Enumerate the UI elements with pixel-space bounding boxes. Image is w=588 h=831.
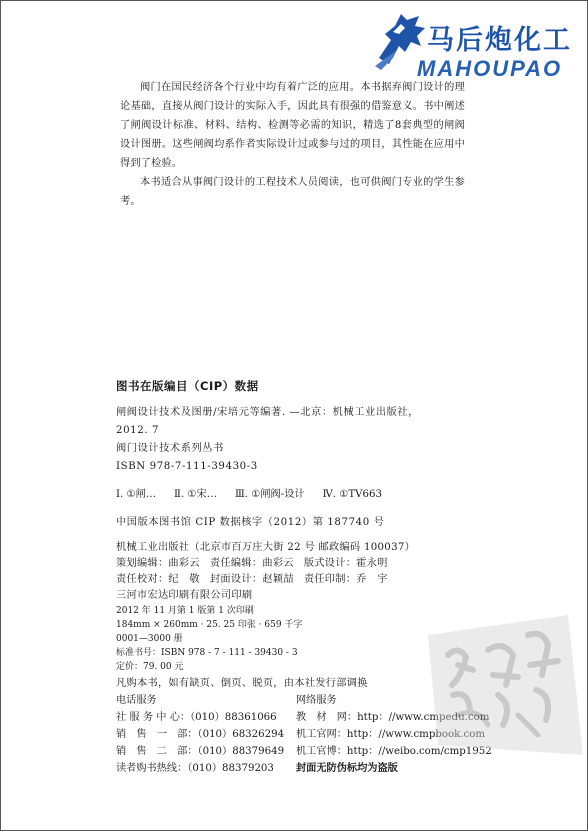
- web-row: 机工官网：http：//www.cmpbook.com: [296, 729, 486, 740]
- book-introduction: [120, 78, 465, 211]
- web-row: 机工官博：http：//weibo.com/cmp1952: [296, 746, 492, 757]
- phone-row: 销 售 一 部：（010）68326294: [116, 729, 285, 740]
- responsible-editor: 责任编辑：曲彩云: [209, 558, 294, 569]
- cip-line-2: 2012. 7: [116, 425, 160, 436]
- phone-row: 销 售 二 部：（010）88379649: [116, 746, 285, 757]
- staff-row-2: [116, 572, 496, 588]
- layout-design: 版式设计：霍永明: [303, 558, 388, 569]
- copies: 0001—3000 册: [116, 634, 183, 644]
- web-row: 教 材 网：http：//www.cmpedu.com: [296, 712, 490, 723]
- replacement-notice: 凡购本书，如有缺页、倒页、脱页，由本社发行部调换: [116, 678, 368, 689]
- publisher-line: 机械工业出版社（北京市百万庄大街 22 号 邮政编码 100037）: [116, 542, 416, 553]
- cip-series: 阀门设计技术系列丛书: [116, 443, 224, 454]
- watermark-seal-icon: [418, 595, 588, 765]
- cip-class-2: Ⅱ. ①宋…: [174, 489, 217, 500]
- intro-paragraph-2: 本书适合从事阀门设计的工程技术人员阅读，也可供阀门专业的学生参考。: [120, 177, 465, 207]
- cip-line-1: 闸阀设计技术及图册/宋培元等编著. —北京：机械工业出版社，: [116, 407, 419, 418]
- format: 184mm × 260mm · 25. 25 印张 · 659 千字: [116, 620, 303, 630]
- proofreader: 责任校对：纪 敬: [116, 574, 200, 585]
- phone-row: 读者购书热线：（010）88379203: [116, 763, 274, 774]
- cip-isbn: ISBN 978-7-111-39430-3: [116, 461, 258, 472]
- logo-english-text: MAHOUPAO: [417, 56, 563, 81]
- cip-class-4: Ⅳ. ①TV663: [322, 489, 382, 500]
- planning-editor: 策划编辑：曲彩云: [116, 558, 200, 569]
- phone-row: 社 服 务 中 心：（010）88361066: [116, 712, 277, 723]
- cover-design: 封面设计：赵颖喆: [209, 574, 294, 585]
- cip-class-1: Ⅰ. ①闸…: [116, 489, 157, 500]
- edition: 2012 年 11 月第 1 版第 1 次印刷: [116, 606, 254, 616]
- mahoupao-logo: [365, 4, 587, 86]
- phone-header: 电话服务: [116, 695, 157, 706]
- staff-row-1: [116, 556, 496, 572]
- cip-title: 图书在版编目（CIP）数据: [116, 379, 259, 393]
- logo-chinese-text: 马后炮化工: [427, 25, 572, 56]
- intro-paragraph-1: 阀门在国民经济各个行业中均有着广泛的应用。本书据弃阀门设计的理论基础，直接从阀门设计的实际入手，因此具有很强的借鉴意义。书中阐述了闸阀设计标准、材料、结构、检测等必需的知识，精选了8套典型的闸阀设计图册。这些闸阀均系作者实际设计过或参与过的项目，其性能在应用中得到了检验。: [120, 82, 465, 169]
- cip-classification: [116, 486, 496, 504]
- standard-number: 标准书号：ISBN 978 - 7 - 111 - 39430 - 3: [116, 648, 298, 658]
- price: 定价：79. 00 元: [116, 662, 184, 672]
- cip-number: 中国版本图书馆 CIP 数据核字（2012）第 187740 号: [116, 517, 385, 528]
- printer: 三河市宏达印刷有限公司印刷: [116, 590, 253, 601]
- print-manager: 责任印制：乔 宇: [303, 574, 388, 585]
- anti-piracy-notice: 封面无防伪标均为盗版: [296, 763, 398, 774]
- web-header: 网络服务: [296, 695, 337, 706]
- cip-class-3: Ⅲ. ①闸阀-设计: [234, 489, 305, 500]
